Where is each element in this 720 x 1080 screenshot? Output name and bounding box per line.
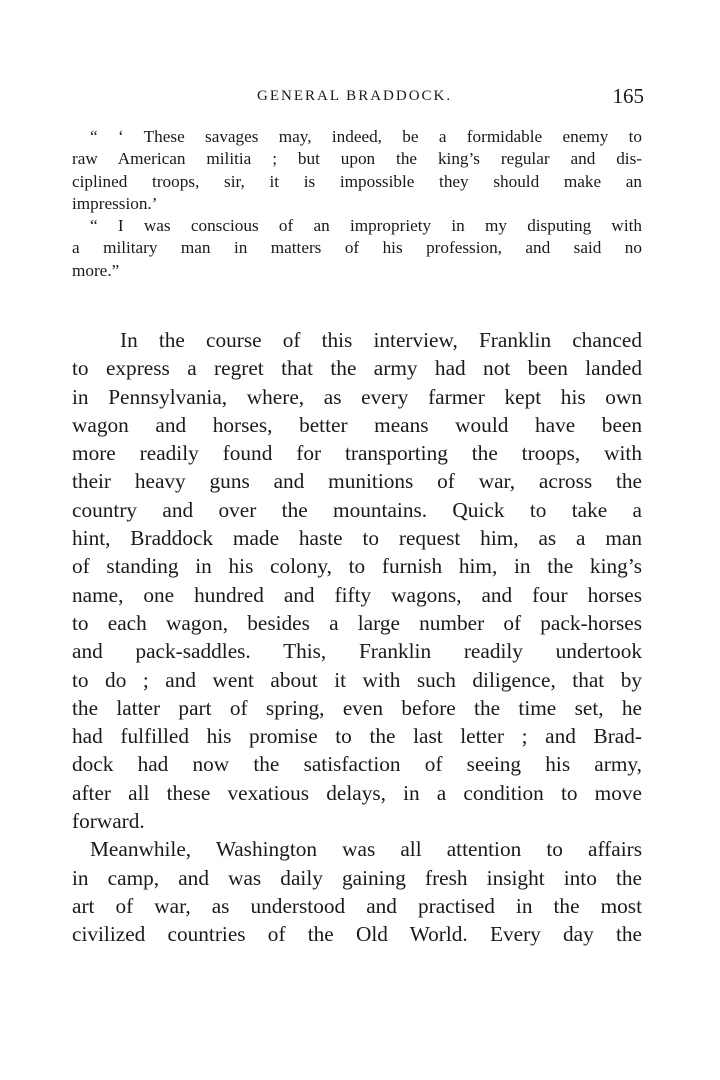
- text-line: in camp, and was daily gaining fresh insight into the: [72, 865, 642, 890]
- quote-line: raw American militia ; but upon the king’s regular and dis-: [72, 149, 642, 169]
- text-line: of standing in his colony, to furnish him, in the king’s: [72, 554, 642, 579]
- text-line: In the course of this interview, Franklin chanced: [120, 328, 642, 352]
- quote-line: ciplined troops, sir, it is impossible they should make an: [72, 171, 642, 191]
- text-line: wagon and horses, better means would have been: [72, 412, 642, 437]
- page-header: [72, 84, 644, 110]
- text-line: dock had now the satisfaction of seeing his army,: [72, 752, 642, 777]
- text-line: country and over the mountains. Quick to take a: [72, 497, 642, 522]
- quote-line: a military man in matters of his profession, and said no: [72, 238, 642, 258]
- text-line: their heavy guns and munitions of war, across the: [72, 469, 642, 494]
- text-line: forward.: [72, 809, 145, 834]
- text-line: to each wagon, besides a large number of pack-horses: [72, 610, 642, 635]
- text-line: to express a regret that the army had not been landed: [72, 356, 642, 381]
- body-text: [72, 326, 642, 949]
- text-line: to do ; and went about it with such diligence, that by: [72, 667, 642, 692]
- text-line: the latter part of spring, even before the time set, he: [72, 695, 642, 720]
- text-line: art of war, as understood and practised in the most: [72, 893, 642, 918]
- text-line: Meanwhile, Washington was all attention to affairs: [90, 837, 642, 862]
- text-line: in Pennsylvania, where, as every farmer kept his own: [72, 384, 642, 409]
- text-line: name, one hundred and fifty wagons, and four horses: [72, 582, 642, 607]
- quote-line: “ ‘ These savages may, indeed, be a formidable enemy to: [90, 127, 642, 146]
- text-line: and pack-saddles. This, Franklin readily undertook: [72, 639, 642, 664]
- quote-line: impression.’: [72, 193, 158, 213]
- quote-line: “ I was conscious of an impropriety in my disputing with: [90, 216, 642, 236]
- text-line: hint, Braddock made haste to request him, as a man: [72, 526, 642, 551]
- quote-line: more.”: [72, 260, 120, 280]
- running-title: GENERAL BRADDOCK.: [257, 88, 453, 104]
- text-line: had fulfilled his promise to the last letter ; and Brad-: [72, 724, 642, 749]
- text-line: civilized countries of the Old World. Every day the: [72, 922, 642, 947]
- block-quote: [72, 126, 642, 282]
- text-line: more readily found for transporting the troops, with: [72, 441, 642, 466]
- text-line: after all these vexatious delays, in a condition to move: [72, 780, 642, 805]
- page-number: 165: [612, 84, 644, 108]
